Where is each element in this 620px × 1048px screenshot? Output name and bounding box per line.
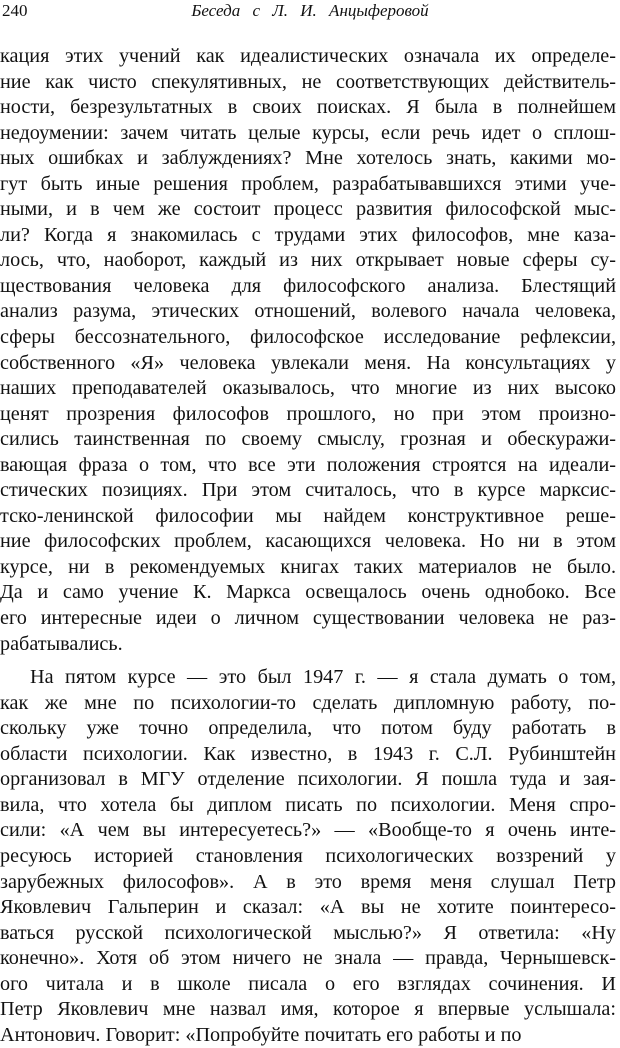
text-line: сферы бессознательного, философское исследование рефлексии, <box>0 326 616 349</box>
text-line: рабатывались. <box>0 632 123 655</box>
text-line: сились таинственная по своему смыслу, грозная и обескуражи- <box>0 428 616 451</box>
text-line: собственного «Я» человека увлекали меня. На консультациях у <box>0 351 616 374</box>
text-line: Яковлевич Гальперин и сказал: «А вы не хотите поинтересо- <box>0 896 616 919</box>
text-line: ого читала и в школе писала о его взглядах сочинения. И <box>0 972 616 995</box>
text-line: ли? Когда я знакомилась с трудами этих философов, мне каза- <box>0 223 616 246</box>
page-header <box>0 0 620 26</box>
text-line: организовал в МГУ отделение психологии. Я пошла туда и зая- <box>0 768 616 791</box>
text-line: наших преподавателей оказывалось, что многие из них высоко <box>0 377 616 400</box>
text-line: На пятом курсе — это был 1947 г. — я стала думать о том, <box>30 666 616 689</box>
text-line: ными, и в чем же состоит процесс развития философской мыс- <box>0 198 616 221</box>
text-line: как же мне по психологии-то сделать дипломную работу, по- <box>0 691 616 714</box>
page-number: 240 <box>2 1 28 20</box>
text-line: тско-ленинской философии мы найдем конструктивное реше- <box>0 504 616 527</box>
text-line: ществования человека для философского анализа. Блестящий <box>0 274 616 297</box>
text-line: конечно». Хотя об этом ничего не знала — правда, Чернышевск- <box>0 947 616 970</box>
text-line: Антонович. Говорит: «Попробуйте почитать его работы и по <box>0 1023 522 1046</box>
text-line: скольку уже точно определила, что потом буду работать в <box>0 717 616 740</box>
text-line: анализ разума, этических отношений, волевого начала человека, <box>0 300 616 323</box>
text-line: вающая фраза о том, что все эти положения строятся на идеали- <box>0 453 616 476</box>
paragraph <box>0 665 616 1048</box>
text-line: сили: «А чем вы интересуетесь?» — «Вообще-то я очень инте- <box>0 819 616 842</box>
text-line: недоумении: зачем читать целые курсы, если речь идет о сплош- <box>0 121 616 144</box>
text-line: ных ошибках и заблуждениях? Мне хотелось знать, какими мо- <box>0 147 616 170</box>
text-line: стических позициях. При этом считалось, что в курсе марксис- <box>0 479 616 502</box>
text-line: ние философских проблем, касающихся человека. Но ни в этом <box>0 530 616 553</box>
text-line: ваться русской психологической мыслью?» Я ответила: «Ну <box>0 921 616 944</box>
paragraph-gap <box>0 657 616 665</box>
text-line: ние как чисто спекулятивных, не соответствующих действитель- <box>0 70 616 93</box>
running-title: Беседа с Л. И. Анцыферовой <box>191 1 429 20</box>
text-line: гут быть иные решения проблем, разрабатывавшихся этими уче- <box>0 172 616 195</box>
text-line: кация этих учений как идеалистических означала их определе- <box>0 45 616 67</box>
text-line: Да и само учение К. Маркса освещалось очень однобоко. Все <box>0 581 616 604</box>
text-line: зарубежных философов». А в это время меня слушал Петр <box>0 870 616 893</box>
text-line: ресуюсь историей становления психологических воззрений у <box>0 844 616 867</box>
text-line: Петр Яковлевич мне назвал имя, которое я впервые услышала: <box>0 998 616 1021</box>
paragraph <box>0 44 616 657</box>
text-line: его интересные идеи о личном существовании человека не раз- <box>0 607 616 630</box>
text-line: лось, что, наоборот, каждый из них открывает новые сферы су- <box>0 249 616 272</box>
text-line: ности, безрезультатных в своих поисках. Я была в полнейшем <box>0 96 616 119</box>
text-line: вила, что хотела бы диплом писать по психологии. Меня спро- <box>0 793 616 816</box>
text-line: ценят прозрения философов прошлого, но при этом произно- <box>0 402 616 425</box>
text-line: области психологии. Как известно, в 1943 г. С.Л. Рубинштейн <box>0 742 616 765</box>
text-line: курсе, ни в рекомендуемых книгах таких материалов не было. <box>0 555 616 578</box>
body-text <box>0 44 616 1048</box>
